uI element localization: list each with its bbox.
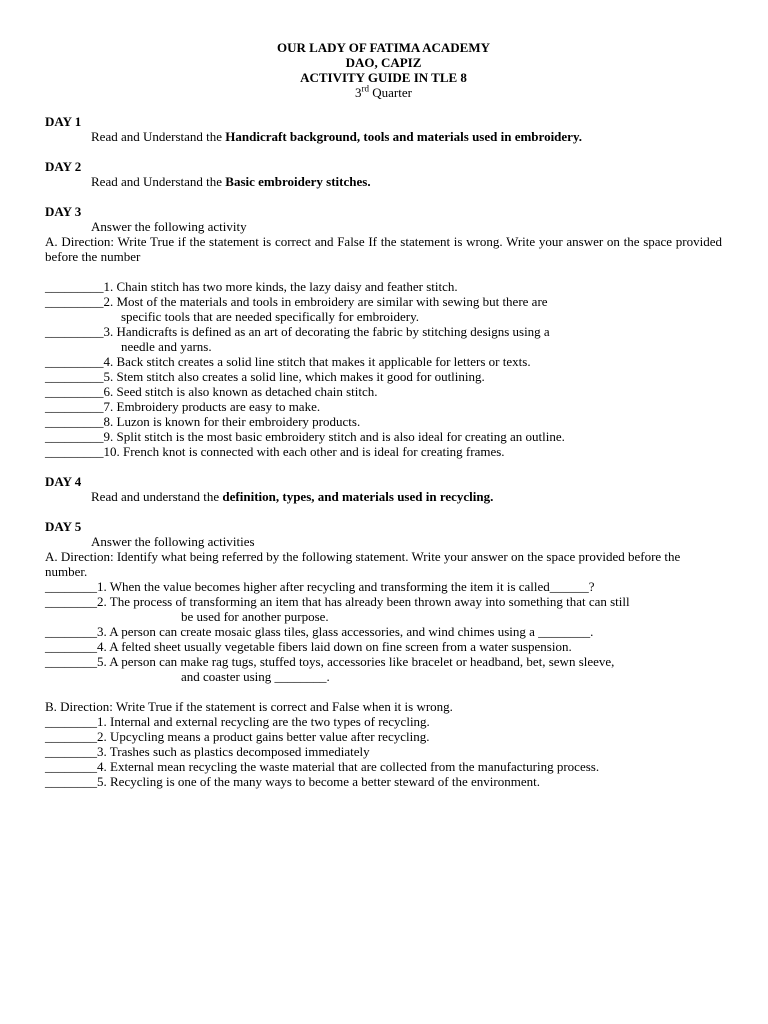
- day3-items: [45, 279, 722, 459]
- day5-direction-b: B. Direction: Write True if the statement is correct and False when it is wrong.: [45, 699, 453, 714]
- day1-instruction: Read and Understand the Handicraft background, tools and materials used in embroidery.: [91, 129, 582, 144]
- day2-topic: Basic embroidery stitches.: [225, 174, 371, 189]
- list-item: _________8. Luzon is known for their embroidery products.: [45, 414, 361, 429]
- day5-heading: DAY 5: [45, 519, 82, 534]
- school-location: DAO, CAPIZ: [345, 55, 422, 70]
- list-item: ________1. Internal and external recycling are the two types of recycling.: [45, 714, 430, 729]
- school-name: OUR LADY OF FATIMA ACADEMY: [276, 40, 491, 55]
- list-item: ________2. Upcycling means a product gains better value after recycling.: [45, 729, 430, 744]
- day1-heading: DAY 1: [45, 114, 82, 129]
- list-item: ________3. A person can create mosaic glass tiles, glass accessories, and wind chimes using a ________.: [45, 624, 594, 639]
- document-header: [45, 40, 722, 100]
- day2-instruction: Read and Understand the Basic embroidery stitches.: [91, 174, 371, 189]
- day5-items-b: [45, 714, 722, 789]
- list-item: _________5. Stem stitch also creates a solid line, which makes it good for outlining.: [45, 369, 485, 384]
- list-item: ________2. The process of transforming an item that has already been thrown away into something that can still: [45, 594, 630, 609]
- day5-direction-a: A. Direction: Identify what being referred by the following statement. Write your answer on the space provided before the number.: [45, 549, 681, 579]
- quarter-suffix: rd: [361, 83, 370, 94]
- quarter-label: [45, 85, 722, 100]
- list-item-continuation: be used for another purpose.: [181, 609, 329, 624]
- list-item-continuation: needle and yarns.: [121, 339, 212, 354]
- quarter-number: 3: [355, 85, 362, 100]
- list-item: _________9. Split stitch is the most basic embroidery stitch and is also ideal for creating an outline.: [45, 429, 565, 444]
- list-item: ________5. A person can make rag tugs, stuffed toys, accessories like bracelet or headband, bet, sewn sleeve,: [45, 654, 615, 669]
- list-item: _________10. French knot is connected with each other and is ideal for creating frames.: [45, 444, 505, 459]
- day4-topic: definition, types, and materials used in recycling.: [222, 489, 494, 504]
- list-item-continuation: specific tools that are needed specifically for embroidery.: [121, 309, 420, 324]
- list-item: _________7. Embroidery products are easy to make.: [45, 399, 321, 414]
- day2-heading: DAY 2: [45, 159, 82, 174]
- list-item: _________6. Seed stitch is also known as detached chain stitch.: [45, 384, 378, 399]
- list-item: _________2. Most of the materials and tools in embroidery are similar with sewing but there are: [45, 294, 548, 309]
- day1-topic: Handicraft background, tools and materials used in embroidery.: [225, 129, 582, 144]
- list-item: _________3. Handicrafts is defined as an art of decorating the fabric by stitching designs using a: [45, 324, 550, 339]
- list-item: ________5. Recycling is one of the many ways to become a better steward of the environment.: [45, 774, 540, 789]
- day4-heading: DAY 4: [45, 474, 82, 489]
- day3-heading: DAY 3: [45, 204, 82, 219]
- list-item: ________4. External mean recycling the waste material that are collected from the manufacturing process.: [45, 759, 600, 774]
- list-item: _________1. Chain stitch has two more kinds, the lazy daisy and feather stitch.: [45, 279, 458, 294]
- day3-direction: A. Direction: Write True if the statement is correct and False If the statement is wrong. Write your answer on the space provided before the number: [45, 234, 722, 264]
- quarter-word: Quarter: [369, 85, 412, 100]
- day4-instruction: Read and understand the definition, types, and materials used in recycling.: [91, 489, 494, 504]
- list-item: ________3. Trashes such as plastics decomposed immediately: [45, 744, 370, 759]
- day5-intro: Answer the following activities: [91, 534, 255, 549]
- day3-intro: Answer the following activity: [91, 219, 247, 234]
- list-item: ________1. When the value becomes higher after recycling and transforming the item it is called______?: [45, 579, 595, 594]
- list-item: _________4. Back stitch creates a solid line stitch that makes it applicable for letters or texts.: [45, 354, 531, 369]
- day5-items-a: [45, 579, 722, 684]
- guide-title: ACTIVITY GUIDE IN TLE 8: [300, 70, 467, 85]
- list-item-continuation: and coaster using ________.: [181, 669, 330, 684]
- list-item: ________4. A felted sheet usually vegetable fibers laid down on fine screen from a water suspension.: [45, 639, 572, 654]
- activity-guide-page: [45, 40, 722, 789]
